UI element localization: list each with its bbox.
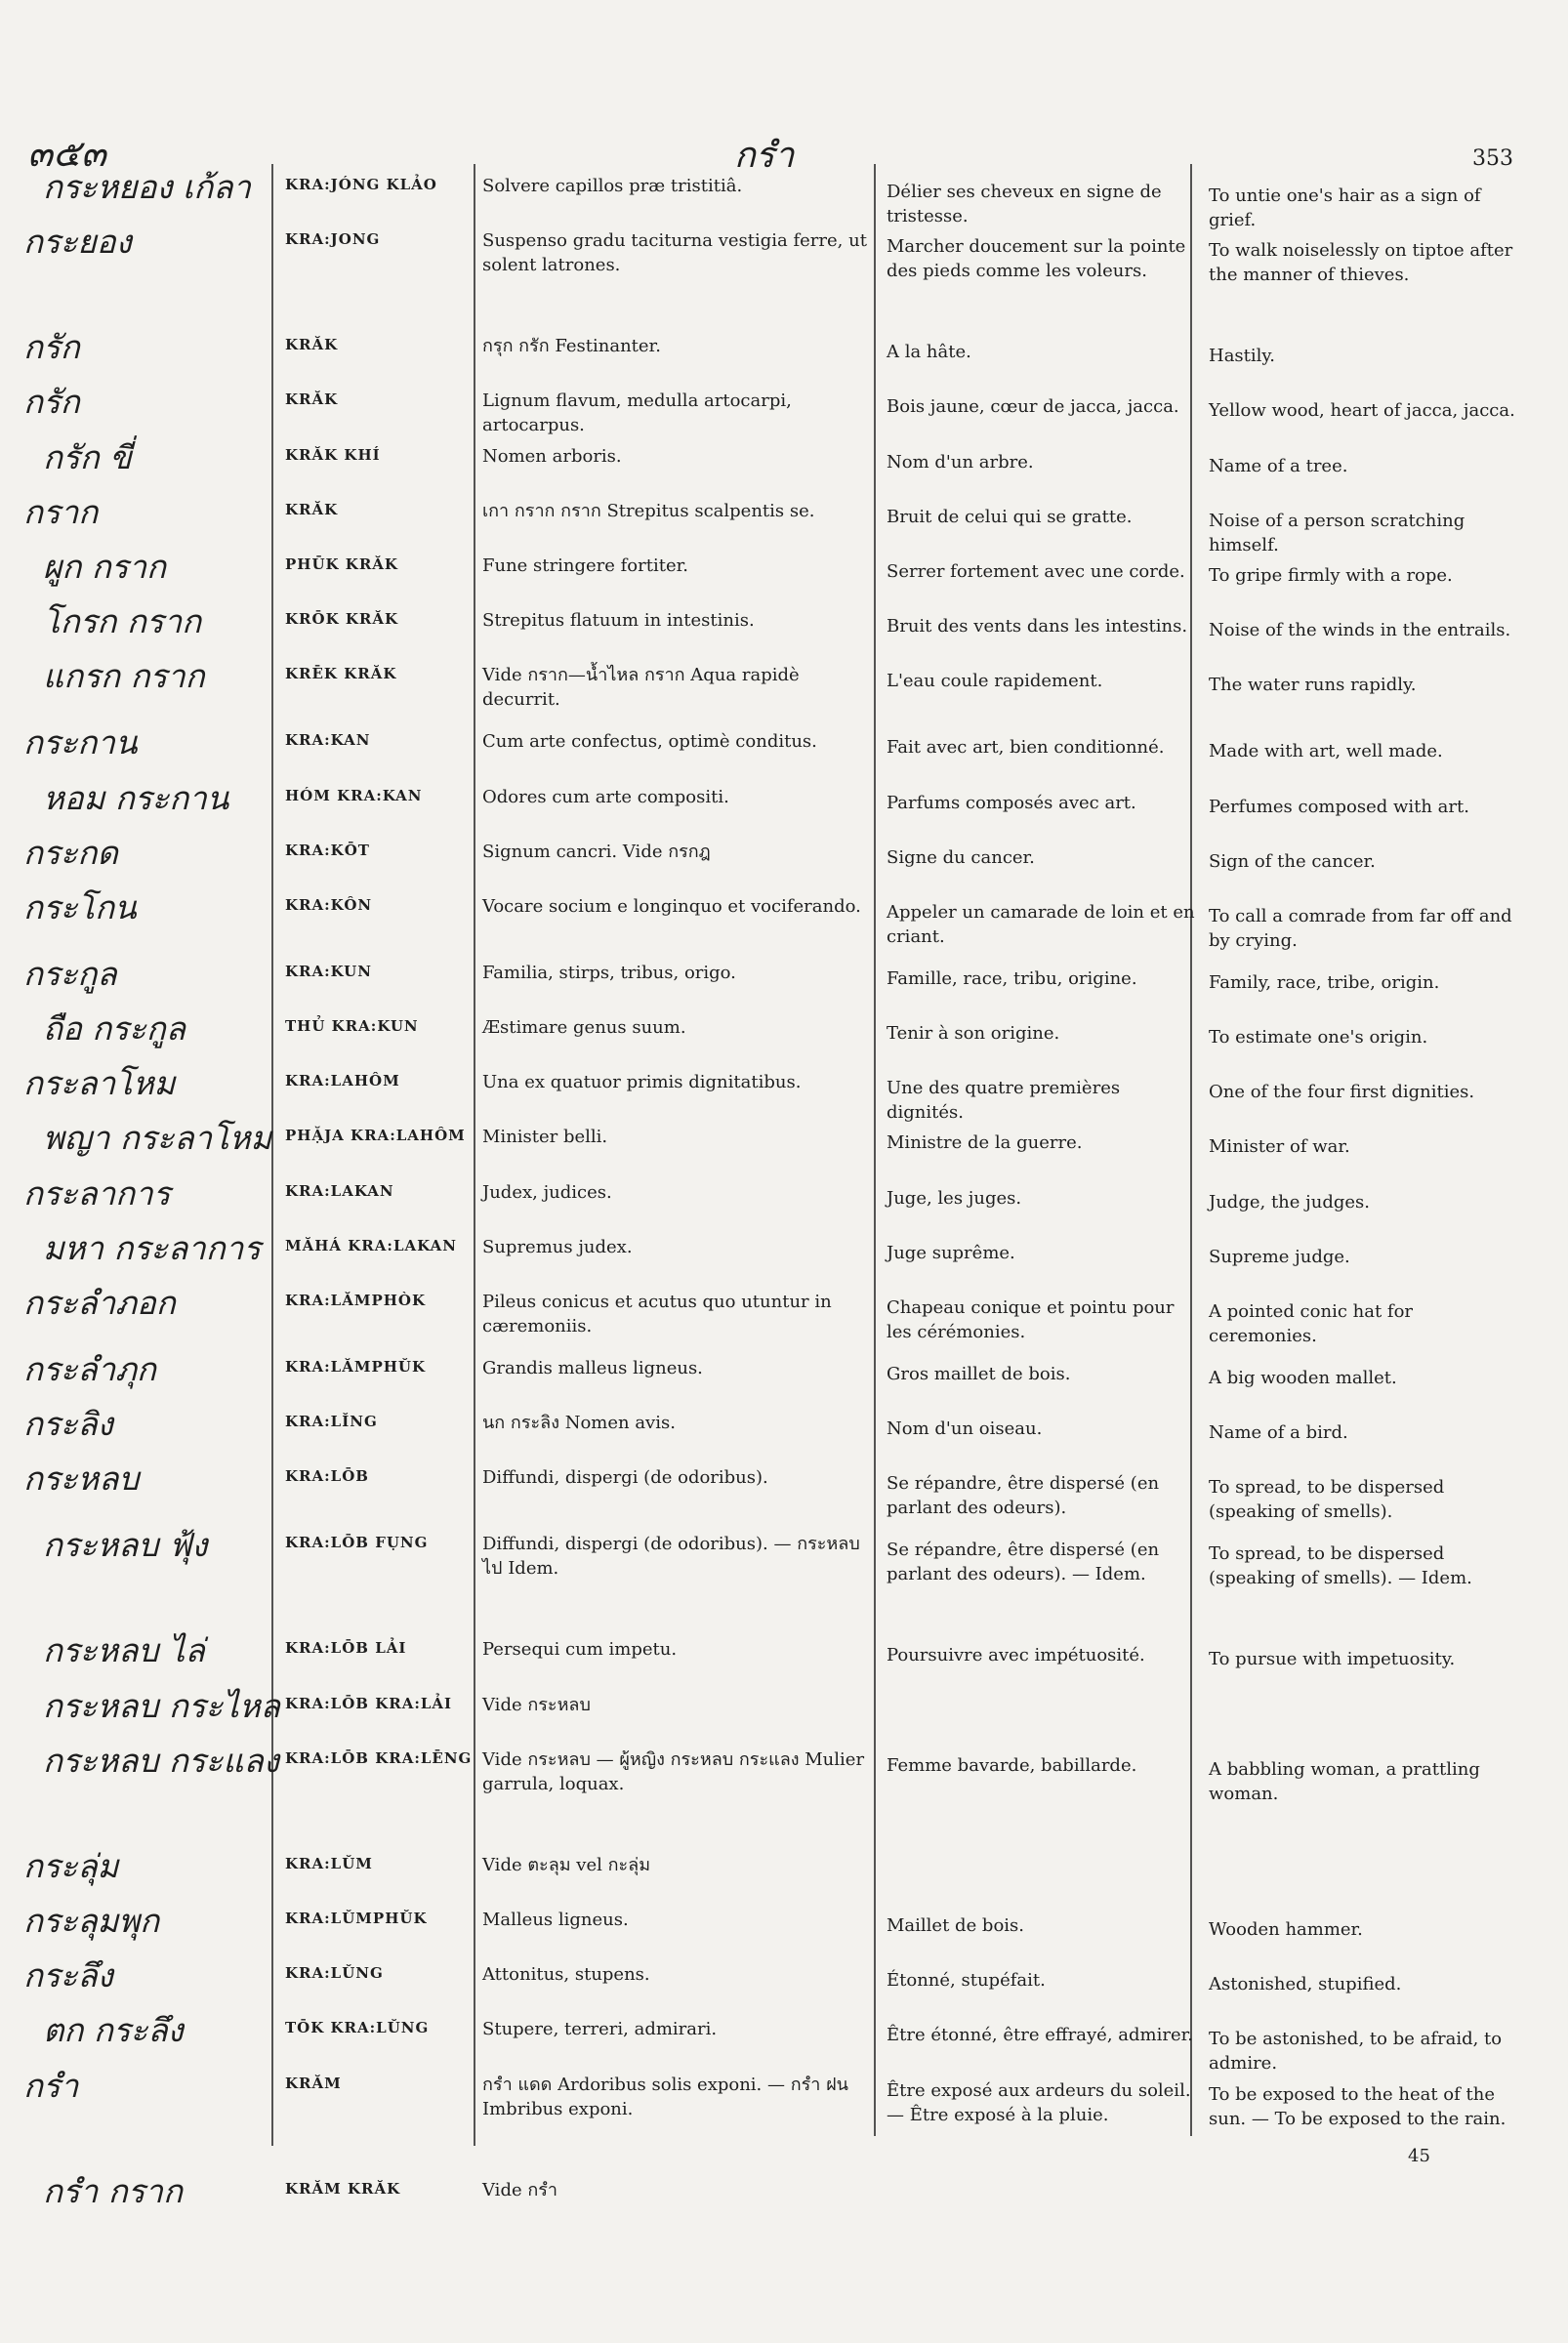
- english-definition: To be exposed to the heat of the sun. — To be exposed to the rain.: [1209, 2083, 1506, 2129]
- dictionary-entry: [0, 1350, 1568, 1405]
- dictionary-entry: [0, 1742, 1568, 1847]
- french-definition: Juge suprême.: [887, 1242, 1015, 1263]
- romanization: KRA:JÓNG KLẢO: [285, 176, 437, 193]
- latin-definition: Una ex quatuor primis dignitatibus.: [482, 1072, 802, 1093]
- thai-headword: กรัก: [23, 383, 80, 422]
- french-definition: Juge, les juges.: [887, 1187, 1022, 1209]
- romanization: KRA:KÔN: [285, 895, 373, 914]
- latin-definition: Suspenso gradu taciturna vestigia ferre, ut solent latrones.: [482, 230, 867, 276]
- french-definition: Bois jaune, cœur de jacca, jacca.: [887, 396, 1179, 418]
- english-definition: To call a comrade from far off and by crying.: [1209, 905, 1512, 951]
- dictionary-entry: [0, 383, 1568, 437]
- french-definition: Fait avec art, bien conditionné.: [887, 737, 1165, 759]
- dictionary-entry: [0, 888, 1568, 955]
- dictionary-entry: [0, 1526, 1568, 1631]
- latin-definition: Vide กรำ: [482, 2179, 558, 2200]
- latin-definition: Diffundi, dispergi (de odoribus).: [482, 1467, 768, 1489]
- english-definition: A pointed conic hat for ceremonies.: [1209, 1301, 1414, 1346]
- dictionary-entry: [0, 1009, 1568, 1064]
- french-definition: Bruit des vents dans les intestins.: [887, 616, 1188, 637]
- dictionary-entry: [0, 657, 1568, 723]
- english-definition: Name of a bird.: [1209, 1422, 1348, 1444]
- thai-headword: กระลำภอก: [23, 1284, 176, 1322]
- latin-definition: Familia, stirps, tribus, origo.: [482, 962, 736, 983]
- english-definition: Yellow wood, heart of jacca, jacca.: [1209, 400, 1515, 422]
- english-definition: Family, race, tribe, origin.: [1209, 971, 1440, 993]
- thai-headword: กรำ: [23, 2066, 79, 2105]
- romanization: KRA:LĂMPHŬK: [285, 1358, 427, 1376]
- thai-headword: กระลำภุก: [23, 1350, 156, 1388]
- thai-headword: กระกูล: [23, 954, 117, 993]
- dictionary-entry: [0, 328, 1568, 383]
- thai-headword: กระลึง: [23, 1956, 113, 1995]
- romanization: KRĂM: [285, 2074, 342, 2092]
- english-definition: Made with art, well made.: [1209, 741, 1443, 762]
- dictionary-entry: [0, 548, 1568, 602]
- dictionary-entry: [0, 1847, 1568, 1902]
- dictionary-entry: [0, 1687, 1568, 1742]
- romanization: KRA:LŬNG: [285, 1964, 384, 1983]
- english-definition: To pursue with impetuosity.: [1209, 1649, 1456, 1670]
- french-definition: Chapeau conique et pointu pour les cérémonies.: [887, 1297, 1175, 1342]
- romanization: HÓM KRA:KAN: [285, 786, 423, 804]
- latin-definition: Vide ตะลุม vel กะลุ่ม: [482, 1854, 651, 1875]
- thai-headword: กระลาการ: [23, 1173, 171, 1213]
- latin-definition: Solvere capillos præ tristitiâ.: [482, 176, 743, 196]
- french-definition: Bruit de celui qui se gratte.: [887, 506, 1133, 527]
- latin-definition: Attonitus, stupens.: [482, 1964, 650, 1986]
- latin-definition: เกา กราก กราก Strepitus scalpentis se.: [482, 500, 815, 521]
- french-definition: Maillet de bois.: [887, 1914, 1025, 1936]
- thai-headword: กระยอง: [23, 223, 132, 262]
- dictionary-entry: [0, 223, 1568, 328]
- latin-definition: Judex, judices.: [482, 1181, 612, 1203]
- english-definition: The water runs rapidly.: [1209, 675, 1417, 696]
- romanization: KRĒK KRĂK: [285, 665, 397, 683]
- english-definition: To be astonished, to be afraid, to admire.: [1209, 2029, 1503, 2075]
- french-definition: Gros maillet de bois.: [887, 1364, 1071, 1384]
- dictionary-entry: [0, 1064, 1568, 1124]
- thai-headword: กระหลบ กระแลง: [43, 1741, 279, 1780]
- latin-definition: Odores cum arte compositi.: [482, 786, 729, 807]
- signature-mark: 45: [1408, 2146, 1430, 2166]
- french-definition: Serrer fortement avec une corde.: [887, 560, 1185, 582]
- romanization: KRA:LAKAN: [285, 1181, 394, 1200]
- dictionary-entry: [0, 955, 1568, 1009]
- dictionary-entry: [0, 1956, 1568, 2011]
- dictionary-entry: [0, 2067, 1568, 2172]
- romanization: KRA:JONG: [285, 230, 381, 249]
- romanization: KRA:LŌB KRA:LẢI: [285, 1694, 453, 1712]
- romanization: KRŌK KRĂK: [285, 610, 399, 629]
- romanization: KRA:KUN: [285, 962, 372, 980]
- latin-definition: Stupere, terreri, admirari.: [482, 2019, 718, 2040]
- english-definition: Noise of a person scratching himself.: [1209, 510, 1465, 555]
- thai-headword: ถือ กระกูล: [43, 1009, 186, 1048]
- thai-headword: กระหลบ กระไหล: [43, 1686, 280, 1725]
- romanization: KRA:LĬNG: [285, 1413, 378, 1431]
- thai-headword: กระหลบ ไล่: [43, 1631, 205, 1670]
- latin-definition: Vide กราก—น้ำไหล กราก Aqua rapidè decurrit.: [482, 665, 800, 711]
- running-headword: กรำ: [734, 136, 795, 176]
- romanization: KRĂK KHÍ: [285, 445, 381, 464]
- latin-definition: Grandis malleus ligneus.: [482, 1358, 703, 1378]
- thai-headword: กรัก ขี่: [43, 437, 132, 476]
- french-definition: Étonné, stupéfait.: [887, 1970, 1046, 1992]
- romanization: KRĂK: [285, 390, 339, 409]
- romanization: KRA:KAN: [285, 731, 371, 750]
- latin-definition: Pileus conicus et acutus quo utuntur in cæremoniis.: [482, 1292, 832, 1336]
- dictionary-entry: [0, 1459, 1568, 1526]
- thai-headword: ผูก กราก: [43, 547, 167, 586]
- romanization: KRA:LĂMPHÒK: [285, 1292, 427, 1309]
- romanization: KRA:LŬM: [285, 1854, 373, 1872]
- latin-definition: Fune stringere fortiter.: [482, 555, 688, 576]
- latin-definition: Vide กระหลบ: [482, 1694, 591, 1715]
- french-definition: Famille, race, tribu, origine.: [887, 967, 1137, 989]
- dictionary-entry: [0, 168, 1568, 230]
- english-definition: Noise of the winds in the entrails.: [1209, 620, 1511, 641]
- dictionary-entry: [0, 1174, 1568, 1229]
- romanization: THỦ KRA:KUN: [285, 1017, 419, 1036]
- french-definition: L'eau coule rapidement.: [887, 671, 1103, 692]
- latin-definition: Lignum flavum, medulla artocarpi, artocarpus.: [482, 390, 792, 436]
- latin-definition: กรำ แดด Ardoribus solis exponi. — กรำ ฝน Imbribus exponi.: [482, 2074, 848, 2119]
- french-definition: Signe du cancer.: [887, 846, 1035, 868]
- romanization: KRA:LŌB KRA:LĒNG: [285, 1748, 473, 1767]
- dictionary-entry: [0, 834, 1568, 888]
- english-definition: Sign of the cancer.: [1209, 850, 1376, 872]
- english-definition: One of the four first dignities.: [1209, 1082, 1475, 1103]
- french-definition: Une des quatre premières dignités.: [887, 1078, 1121, 1124]
- english-definition: To walk noiselessly on tiptoe after the manner of thieves.: [1209, 240, 1513, 286]
- english-definition: To spread, to be dispersed (speaking of smells). — Idem.: [1209, 1543, 1472, 1589]
- thai-headword: กรัก: [23, 328, 80, 367]
- latin-definition: Nomen arboris.: [482, 445, 622, 467]
- latin-definition: Diffundi, dispergi (de odoribus). — กระหลบ ไป Idem.: [482, 1534, 860, 1580]
- thai-headword: หอม กระกาน: [43, 778, 229, 817]
- dictionary-entry: [0, 438, 1568, 493]
- romanization: KRĂK: [285, 336, 339, 354]
- english-definition: Hastily.: [1209, 346, 1275, 367]
- thai-headword: กระโกน: [23, 887, 137, 926]
- latin-definition: Malleus ligneus.: [482, 1909, 629, 1930]
- latin-definition: Signum cancri. Vide กรกฎ: [482, 841, 711, 862]
- thai-headword: กระหลบ ฟุ้ง: [43, 1526, 208, 1565]
- romanization: PHŪK KRĂK: [285, 555, 398, 573]
- dictionary-entry: [0, 602, 1568, 657]
- english-definition: To untie one's hair as a sign of grief.: [1209, 185, 1481, 230]
- romanization: KRA:LAHÔM: [285, 1072, 400, 1090]
- romanization: KRA:LŬMPHŬK: [285, 1909, 428, 1927]
- english-definition: Supreme judge.: [1209, 1246, 1350, 1267]
- thai-headword: กราก: [23, 492, 99, 531]
- romanization: KRA:LŌB LẢI: [285, 1639, 407, 1658]
- dictionary-entry: [0, 779, 1568, 834]
- french-definition: Poursuivre avec impétuosité.: [887, 1645, 1145, 1666]
- latin-definition: Persequi cum impetu.: [482, 1639, 678, 1661]
- romanization: KRĂK: [285, 500, 339, 518]
- thai-headword: มหา กระลาการ: [43, 1228, 261, 1267]
- french-definition: Se répandre, être dispersé (en parlant des odeurs). — Idem.: [887, 1540, 1160, 1585]
- thai-headword: กระลาโหม: [23, 1064, 176, 1103]
- dictionary-entry: [0, 1902, 1568, 1956]
- english-definition: To spread, to be dispersed (speaking of smells).: [1209, 1477, 1445, 1523]
- latin-definition: Minister belli.: [482, 1127, 608, 1148]
- english-definition: A babbling woman, a prattling woman.: [1209, 1758, 1480, 1804]
- french-definition: Parfums composés avec art.: [887, 792, 1136, 813]
- french-definition: Marcher doucement sur la pointe des pieds comme les voleurs.: [887, 236, 1186, 282]
- dictionary-entry: [0, 1229, 1568, 1284]
- romanization: KRA:LŌB FỤNG: [285, 1534, 429, 1552]
- french-definition: Nom d'un arbre.: [887, 451, 1034, 473]
- dictionary-entry: [0, 492, 1568, 555]
- french-definition: A la hâte.: [887, 342, 971, 363]
- latin-definition: Strepitus flatuum in intestinis.: [482, 610, 755, 632]
- english-definition: Astonished, stupified.: [1209, 1974, 1402, 1995]
- romanization: TŌK KRA:LŬNG: [285, 2019, 430, 2037]
- thai-headword: กระหลบ: [23, 1459, 140, 1499]
- romanization: MĂHÁ KRA:LAKAN: [285, 1236, 457, 1254]
- thai-headword: กระกาน: [23, 723, 138, 762]
- french-definition: Nom d'un oiseau.: [887, 1418, 1043, 1440]
- french-definition: Tenir à son origine.: [887, 1023, 1060, 1045]
- dictionary-entry: [0, 1405, 1568, 1459]
- thai-headword: โกรก กราก: [43, 602, 202, 641]
- thai-headword: กระลุมพุก: [23, 1901, 160, 1940]
- french-definition: Femme bavarde, babillarde.: [887, 1754, 1137, 1776]
- dictionary-entry: [0, 2172, 1568, 2227]
- english-definition: Judge, the judges.: [1209, 1191, 1370, 1213]
- page-number: 353: [1472, 146, 1513, 171]
- english-definition: Minister of war.: [1209, 1136, 1350, 1158]
- english-definition: To gripe firmly with a rope.: [1209, 564, 1453, 586]
- romanization: KRĂM KRĂK: [285, 2179, 401, 2198]
- french-definition: Se répandre, être dispersé (en parlant des odeurs).: [887, 1473, 1160, 1519]
- latin-definition: Vide กระหลบ — ผู้หญิง กระหลบ กระแลง Mulier garrula, loquax.: [482, 1748, 865, 1794]
- thai-headword: กรำ กราก: [43, 2171, 183, 2210]
- thai-headword: กระกด: [23, 833, 118, 872]
- thai-headword: กระหยอง เก้ลา: [43, 168, 251, 206]
- latin-definition: Vocare socium e longinquo et vociferando.: [482, 895, 861, 917]
- thai-headword: แกรก กราก: [43, 657, 205, 696]
- dictionary-entry: [0, 1284, 1568, 1350]
- thai-headword: พญา กระลาโหม: [43, 1119, 272, 1158]
- dictionary-entry: [0, 1631, 1568, 1686]
- dictionary-entry: [0, 2011, 1568, 2075]
- english-definition: Name of a tree.: [1209, 455, 1348, 476]
- french-definition: Délier ses cheveux en signe de tristesse.: [887, 182, 1162, 226]
- page-header: [0, 115, 1568, 174]
- romanization: KRA:KŌT: [285, 841, 370, 859]
- french-definition: Appeler un camarade de loin et en criant.: [887, 901, 1195, 947]
- english-definition: To estimate one's origin.: [1209, 1027, 1428, 1048]
- dictionary-entry: [0, 723, 1568, 778]
- latin-definition: นก กระลิง Nomen avis.: [482, 1413, 676, 1434]
- thai-headword: กระลิง: [23, 1405, 113, 1444]
- french-definition: Ministre de la guerre.: [887, 1132, 1083, 1154]
- french-definition: Être étonné, être effrayé, admirer.: [887, 2025, 1193, 2046]
- french-definition: Être exposé aux ardeurs du soleil. — Être exposé à la pluie.: [887, 2079, 1191, 2125]
- dictionary-entry: [0, 1119, 1568, 1173]
- english-definition: Wooden hammer.: [1209, 1918, 1363, 1940]
- thai-headword: ตก กระลึง: [43, 2011, 184, 2050]
- english-definition: Perfumes composed with art.: [1209, 796, 1469, 817]
- thai-headword: กระลุ่ม: [23, 1846, 119, 1885]
- romanization: KRA:LŌB: [285, 1467, 369, 1486]
- dictionary-entries: [0, 168, 1568, 2227]
- latin-definition: Cum arte confectus, optimè conditus.: [482, 731, 817, 753]
- thai-page-number: ๓๕๓: [27, 132, 106, 175]
- latin-definition: กรุก กรัก Festinanter.: [482, 336, 661, 357]
- latin-definition: Æstimare genus suum.: [482, 1017, 686, 1039]
- latin-definition: Supremus judex.: [482, 1236, 633, 1257]
- romanization: PHẶJA KRA:LAHÔM: [285, 1127, 466, 1145]
- english-definition: A big wooden mallet.: [1209, 1368, 1397, 1388]
